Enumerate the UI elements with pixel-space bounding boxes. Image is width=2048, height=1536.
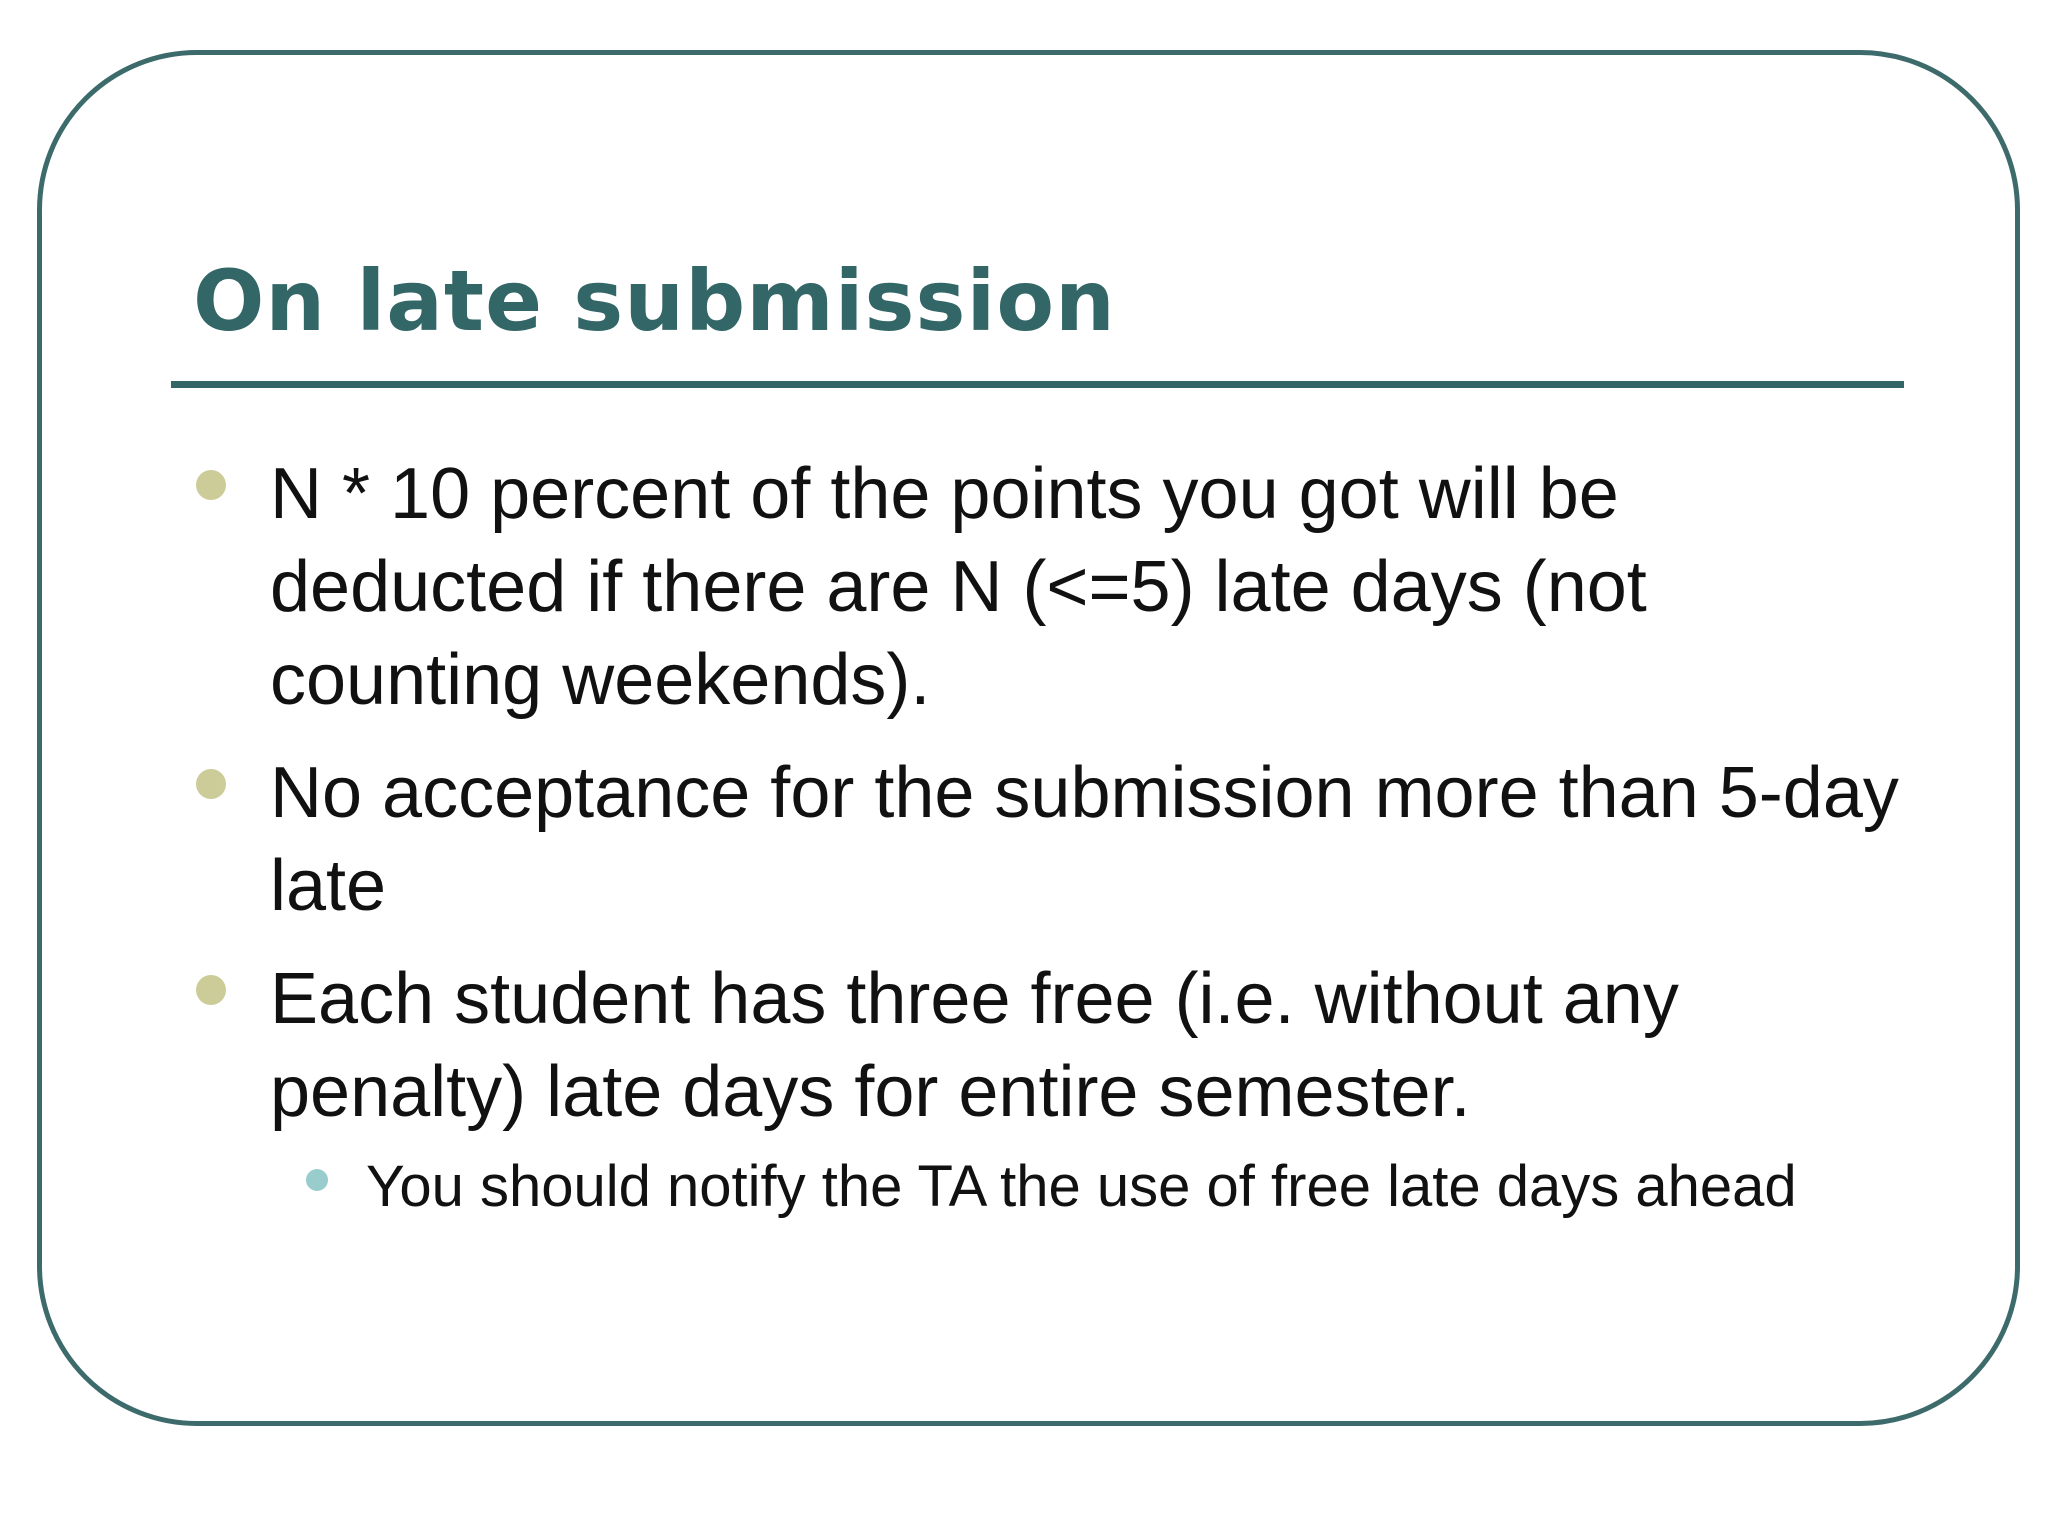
sub-bullet-item: [306, 1149, 1916, 1225]
sub-bullet-marker-icon: [306, 1169, 328, 1191]
bullet-item: [196, 448, 1916, 727]
sub-bullet-text: You should notify the TA the use of free late days ahead: [366, 1154, 1797, 1219]
bullet-text: N * 10 percent of the points you got will be deducted if there are N (<=5) late days (not counting weekends).: [270, 454, 1647, 720]
bullet-marker-icon: [196, 470, 226, 500]
bullet-item: [196, 953, 1916, 1139]
bullet-item: [196, 747, 1916, 933]
title-underline: [171, 381, 1904, 388]
bullet-text: No acceptance for the submission more than 5-day late: [270, 753, 1899, 926]
bullet-list: [196, 448, 1916, 1225]
bullet-marker-icon: [196, 769, 226, 799]
bullet-marker-icon: [196, 975, 226, 1005]
slide-title: On late submission: [193, 252, 1116, 350]
bullet-text: Each student has three free (i.e. without any penalty) late days for entire semester.: [270, 959, 1679, 1132]
